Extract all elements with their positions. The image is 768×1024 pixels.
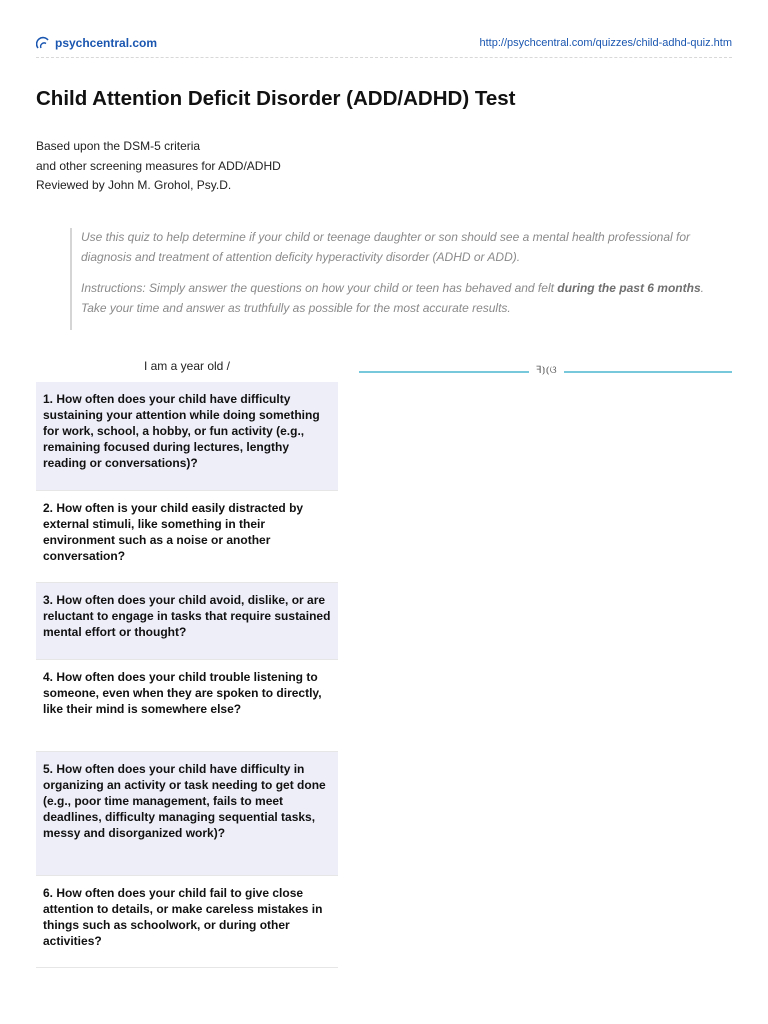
question-4: 4. How often does your child trouble listening to someone, even when they are spoken to directly, like their mind is somewhere else? bbox=[36, 660, 338, 752]
meta-screening: and other screening measures for ADD/ADHD bbox=[36, 158, 281, 173]
psychcentral-logo-icon bbox=[36, 36, 50, 50]
divider-line-right bbox=[564, 371, 732, 373]
divider-line-left bbox=[359, 371, 529, 373]
question-6: 6. How often does your child fail to give close attention to details, or make careless mistakes in things such as schoolwork, or during other activities? bbox=[36, 876, 338, 968]
meta-reviewer: Reviewed by John M. Grohol, Psy.D. bbox=[36, 178, 232, 192]
question-2: 2. How often is your child easily distracted by external stimuli, like something in their environment such as a noise or another conversation? bbox=[36, 491, 338, 583]
meta-criteria: Based upon the DSM-5 criteria bbox=[36, 139, 201, 153]
site-logo[interactable] bbox=[36, 36, 157, 50]
page-header bbox=[36, 36, 732, 52]
intro-blockquote bbox=[70, 228, 710, 330]
ornament-divider bbox=[359, 366, 732, 378]
instructions-text-end: . Take your time and answer as truthfully as possible for the most accurate results. bbox=[81, 281, 704, 315]
page-title: Child Attention Deficit Disorder (ADD/ADHD) Test bbox=[36, 87, 516, 110]
page-url-link[interactable]: http://psychcentral.com/quizzes/child-adhd-quiz.htm bbox=[479, 37, 732, 49]
question-5: 5. How often does your child have difficulty in organizing an activity or task needing to get done (e.g., poor time management, fails to meet deadlines, difficulty managing sequential tasks, messy and disorganized work)? bbox=[36, 752, 338, 876]
intro-purpose: Use this quiz to help determine if your child or teenage daughter or son should see a mental health professional for diagnosis and treatment of attention deficity hyperactivity disorder (ADHD or ADD). bbox=[81, 230, 691, 264]
question-3: 3. How often does your child avoid, dislike, or are reluctant to engage in tasks that require sustained mental effort or thought? bbox=[36, 583, 338, 660]
header-divider bbox=[36, 57, 732, 58]
instructions-emphasis: during the past 6 months bbox=[557, 281, 701, 295]
logo-text: psychcentral.com bbox=[55, 36, 158, 50]
question-1: 1. How often does your child have difficulty sustaining your attention while doing something for work, school, a hobby, or fun activity (e.g., remaining focused during lectures, lengthy reading or conversations)? bbox=[36, 382, 338, 491]
question-list bbox=[36, 382, 338, 968]
ornament-icon: ꟻ⦆⦅ଓ bbox=[535, 365, 558, 376]
age-label: I am a year old / bbox=[143, 359, 231, 373]
quiz-meta bbox=[36, 137, 281, 196]
instructions-text: Instructions: Simply answer the questions on how your child or teen has behaved and felt bbox=[81, 281, 558, 295]
intro-instructions bbox=[81, 279, 710, 318]
